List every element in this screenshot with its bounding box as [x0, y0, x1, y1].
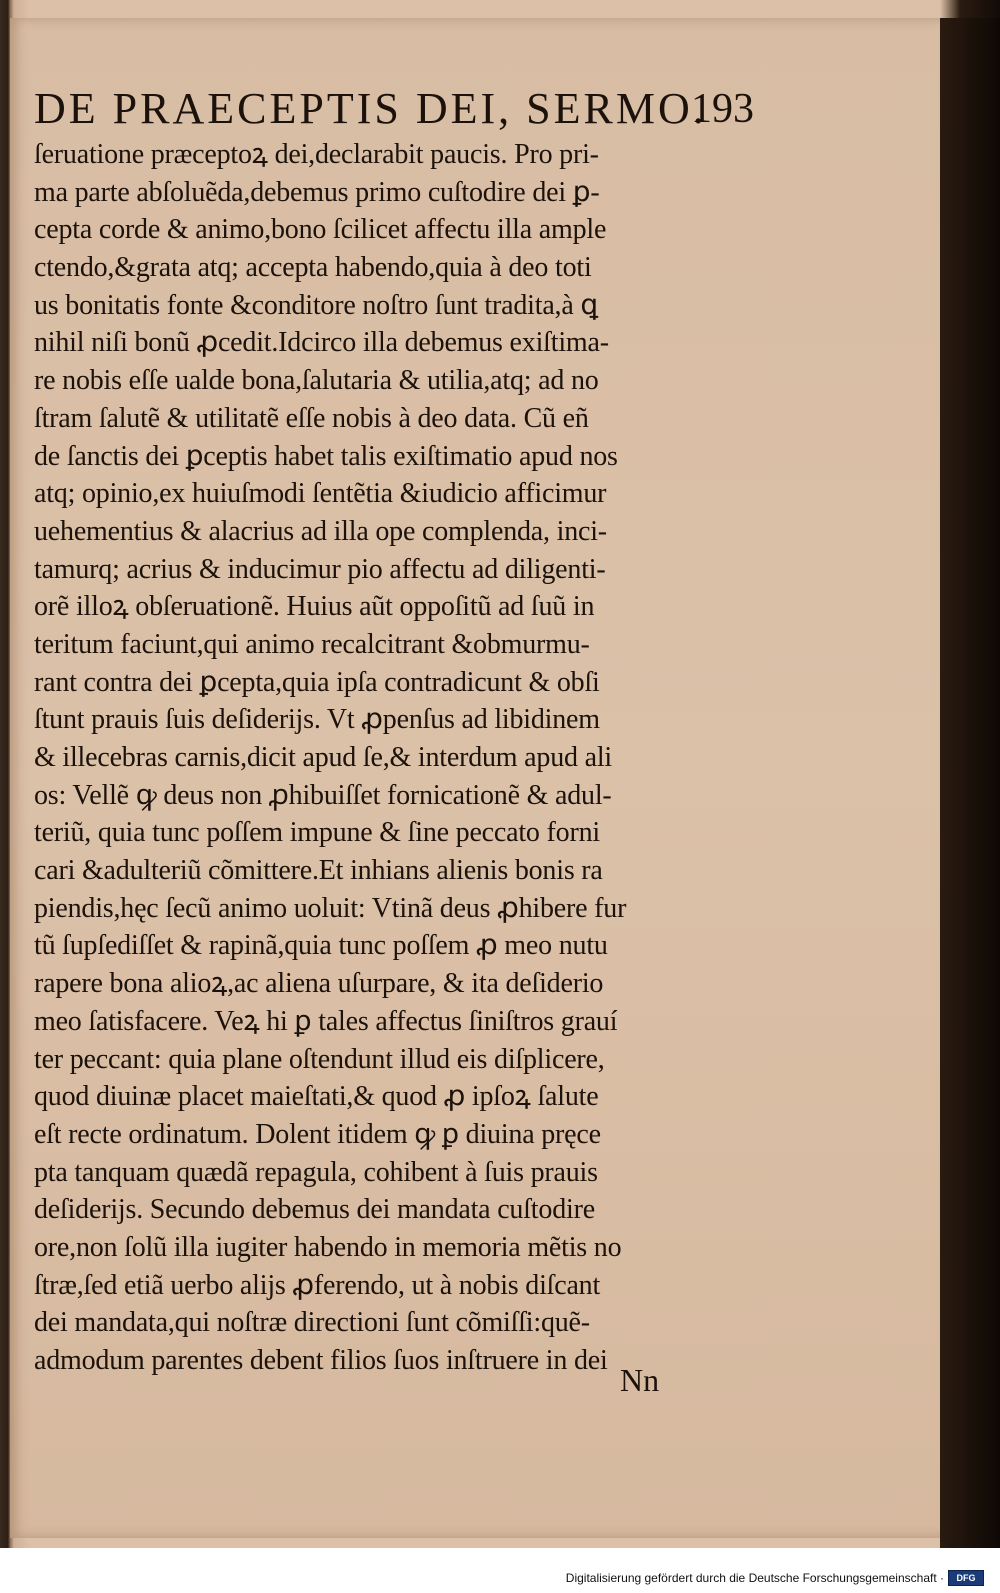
- text-line: deſiderijs. Secundo debemus dei mandata cuſtodire: [34, 1194, 595, 1226]
- text-line: re nobis eſſe ualde bona,ſalutaria & utilia,atq; ad no: [34, 365, 599, 397]
- text-line: ctendo,&grata atq; accepta habendo,quia à deo toti: [34, 252, 592, 284]
- running-header: [34, 84, 754, 134]
- text-line: orẽ illoꝝ obſeruationẽ. Huius aũt oppoſitũ ad ſuũ in: [34, 591, 595, 623]
- page-edge-shadow: [940, 18, 1000, 1548]
- text-line: pta tanquam quædã repagula, cohibent à ſuis prauis: [34, 1156, 598, 1188]
- text-line: dei mandata,qui noſtræ directioni ſunt cõmiſſi:quẽ-: [34, 1307, 590, 1339]
- text-line: nihil niſi bonũ ꝓcedit.Idcirco illa debemus exiſtima-: [34, 327, 609, 359]
- running-title: DE PRAECEPTIS DEI, SERMO.: [34, 84, 707, 133]
- text-line: teriũ, quia tunc poſſem impune & ſine peccato forni: [34, 817, 600, 849]
- text-line: uehementius & alacrius ad illa ope complenda, inci-: [34, 515, 607, 547]
- text-line: ore,non ſolũ illa iugiter habendo in memoria mẽtis no: [34, 1231, 622, 1263]
- page-number: 193: [691, 86, 754, 132]
- text-line: ſtræ,ſed etiã uerbo alijs ꝓferendo, ut à nobis diſcant: [34, 1269, 601, 1301]
- text-line: meo ſatisfacere. Veꝝ hi ꝑ tales affectus ſiniſtros grauí: [34, 1005, 618, 1037]
- text-line: de ſanctis dei ꝑceptis habet talis exiſtimatio apud nos: [34, 440, 618, 472]
- footer-credit: Digitalisierung gefördert durch die Deutsche Forschungsgemeinschaft ·: [565, 1571, 944, 1585]
- text-line: cepta corde & animo,bono ſcilicet affectu illa ample: [34, 214, 607, 246]
- text-line: rant contra dei ꝑcepta,quia ipſa contradicunt & obſi: [34, 666, 600, 698]
- text-line: atq; opinio,ex huiuſmodi ſentẽtia &iudicio afficimur: [34, 478, 607, 510]
- text-line: os: Vellẽ ꝙ deus non ꝓhibuiſſet fornicationẽ & adul-: [34, 779, 612, 811]
- text-line: ma parte abſoluẽda,debemus primo cuſtodire dei ꝑ-: [34, 176, 600, 208]
- text-line: piendis,hęc ſecũ animo uoluit: Vtinã deus ꝓhibere fur: [34, 892, 627, 924]
- catchword: Nn: [620, 1362, 660, 1398]
- text-line: us bonitatis fonte &conditore noſtro ſunt tradita,à ꝗ: [34, 289, 598, 321]
- text-line: & illecebras carnis,dicit apud ſe,& interdum apud ali: [34, 742, 612, 773]
- text-line: ſtram ſalutẽ & utilitatẽ eſſe nobis à deo data. Cũ eñ: [34, 402, 589, 434]
- text-line: tũ ſupſediſſet & rapinã,quia tunc poſſem ꝓ meo nutu: [34, 930, 608, 962]
- text-line: ſeruatione præceptoꝝ dei,declarabit paucis. Pro pri-: [34, 139, 599, 170]
- body-text: [34, 136, 754, 1380]
- text-line: tamurq; acrius & inducimur pio affectu ad diligenti-: [34, 553, 606, 585]
- dfg-logo-icon: DFG: [948, 1570, 984, 1586]
- text-line: teritum faciunt,qui animo recalcitrant &obmurmu-: [34, 628, 590, 660]
- text-line: admodum parentes debent filios ſuos inſtruere in dei: [34, 1345, 608, 1376]
- text-line: ſtunt prauis ſuis deſiderijs. Vt ꝓpenſus ad libidinem: [34, 704, 600, 736]
- text-line: rapere bona alioꝝ,ac aliena uſurpare, & ita deſiderio: [34, 968, 604, 1000]
- text-line: quod diuinæ placet maieſtati,& quod ꝓ ipſoꝝ ſalute: [34, 1081, 599, 1113]
- text-line: cari &adulteriũ cõmittere.Et inhians alienis bonis ra: [34, 855, 603, 887]
- text-line: ter peccant: quia plane oſtendunt illud eis diſplicere,: [34, 1043, 605, 1075]
- text-line: eſt recte ordinatum. Dolent itidem ꝙ ꝑ diuina pręce: [34, 1118, 601, 1150]
